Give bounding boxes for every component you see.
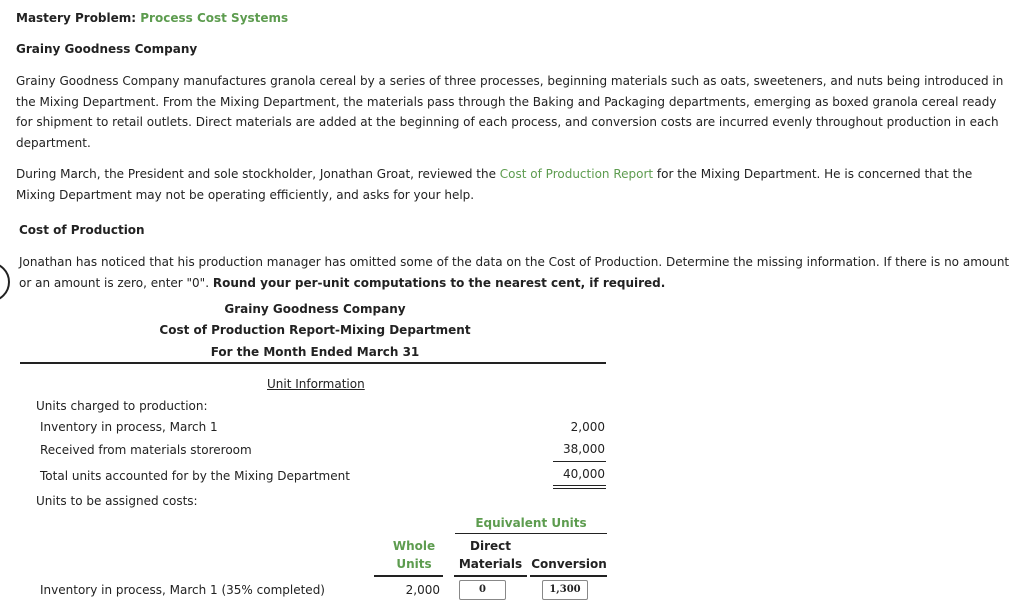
row-value-received: 38,000 [563, 442, 605, 456]
col-conversion: Conversion [531, 557, 607, 571]
total-rule-1 [553, 485, 606, 486]
row-label-inventory-march1: Inventory in process, March 1 [40, 420, 218, 434]
col-whole-line2: Units [396, 557, 432, 571]
row-value-total-units: 40,000 [563, 467, 605, 481]
units-assigned-label: Units to be assigned costs: [36, 494, 198, 508]
section-title: Cost of Production [19, 223, 145, 237]
report-header-rule [20, 362, 606, 364]
company-heading: Grainy Goodness Company [16, 42, 198, 56]
units-charged-label: Units charged to production: [36, 399, 208, 413]
problem-topic: Process Cost Systems [140, 11, 289, 25]
intro-p2-text-after: for the Mixing Department. He is concerned that the Mixing Department may not be operating efficiently, and asks for your help. [16, 167, 973, 202]
equivalent-units-heading: Equivalent Units [475, 516, 587, 530]
col-direct-line2: Materials [458, 557, 523, 571]
problem-prefix: Mastery Problem: [16, 11, 137, 25]
wip-row-whole-units: 2,000 [405, 583, 440, 597]
row-label-received: Received from materials storeroom [40, 443, 252, 457]
cost-of-production-report-link[interactable]: Cost of Production Report [499, 167, 654, 181]
col-whole-line1: Whole [392, 539, 436, 553]
intro-paragraph-2 [16, 164, 1008, 205]
problem-heading [16, 11, 288, 25]
section-instructions [19, 252, 1015, 293]
left-edge-circle [0, 262, 10, 302]
instructions-rounding: Round your per-unit computations to the nearest cent, if required. [212, 275, 666, 290]
subtotal-rule [553, 461, 606, 462]
intro-p2-text-before: During March, the President and sole stockholder, Jonathan Groat, reviewed the [16, 167, 500, 181]
unit-information-heading: Unit Information [267, 377, 365, 391]
equivalent-units-rule [455, 533, 607, 534]
report-company: Grainy Goodness Company [224, 302, 406, 316]
report-title: Cost of Production Report-Mixing Department [159, 323, 471, 337]
conversion-input[interactable]: 1,300 [542, 580, 588, 600]
col-direct-line1: Direct [470, 539, 511, 553]
report-period: For the Month Ended March 31 [210, 345, 420, 359]
intro-paragraph-1: Grainy Goodness Company manufactures granola cereal by a series of three processes, beginning materials such as oats, sweeteners, and nuts being introduced in the Mixing Department. From the Mixing Department, the materials pass through the Baking and Packaging departments, emerging as boxed granola cereal ready for shipment to retail outlets. Direct materials are added at the beginning of each process, and conversion costs are incurred evenly throughout production in each department. [16, 74, 1004, 151]
col-direct-rule [454, 575, 527, 577]
row-value-inventory-march1: 2,000 [570, 420, 605, 434]
instructions-text: Jonathan has noticed that his production manager has omitted some of the data on the Cost of Production. Determine the missing information. If there is no amount or an amount is zero, enter "0". [19, 255, 1010, 290]
col-whole-rule [374, 575, 443, 577]
wip-row-label: Inventory in process, March 1 (35% completed) [40, 583, 325, 597]
col-conversion-rule [530, 575, 607, 577]
direct-materials-input[interactable]: 0 [459, 580, 506, 600]
row-label-total-units: Total units accounted for by the Mixing Department [40, 469, 350, 483]
total-rule-2 [553, 488, 606, 489]
